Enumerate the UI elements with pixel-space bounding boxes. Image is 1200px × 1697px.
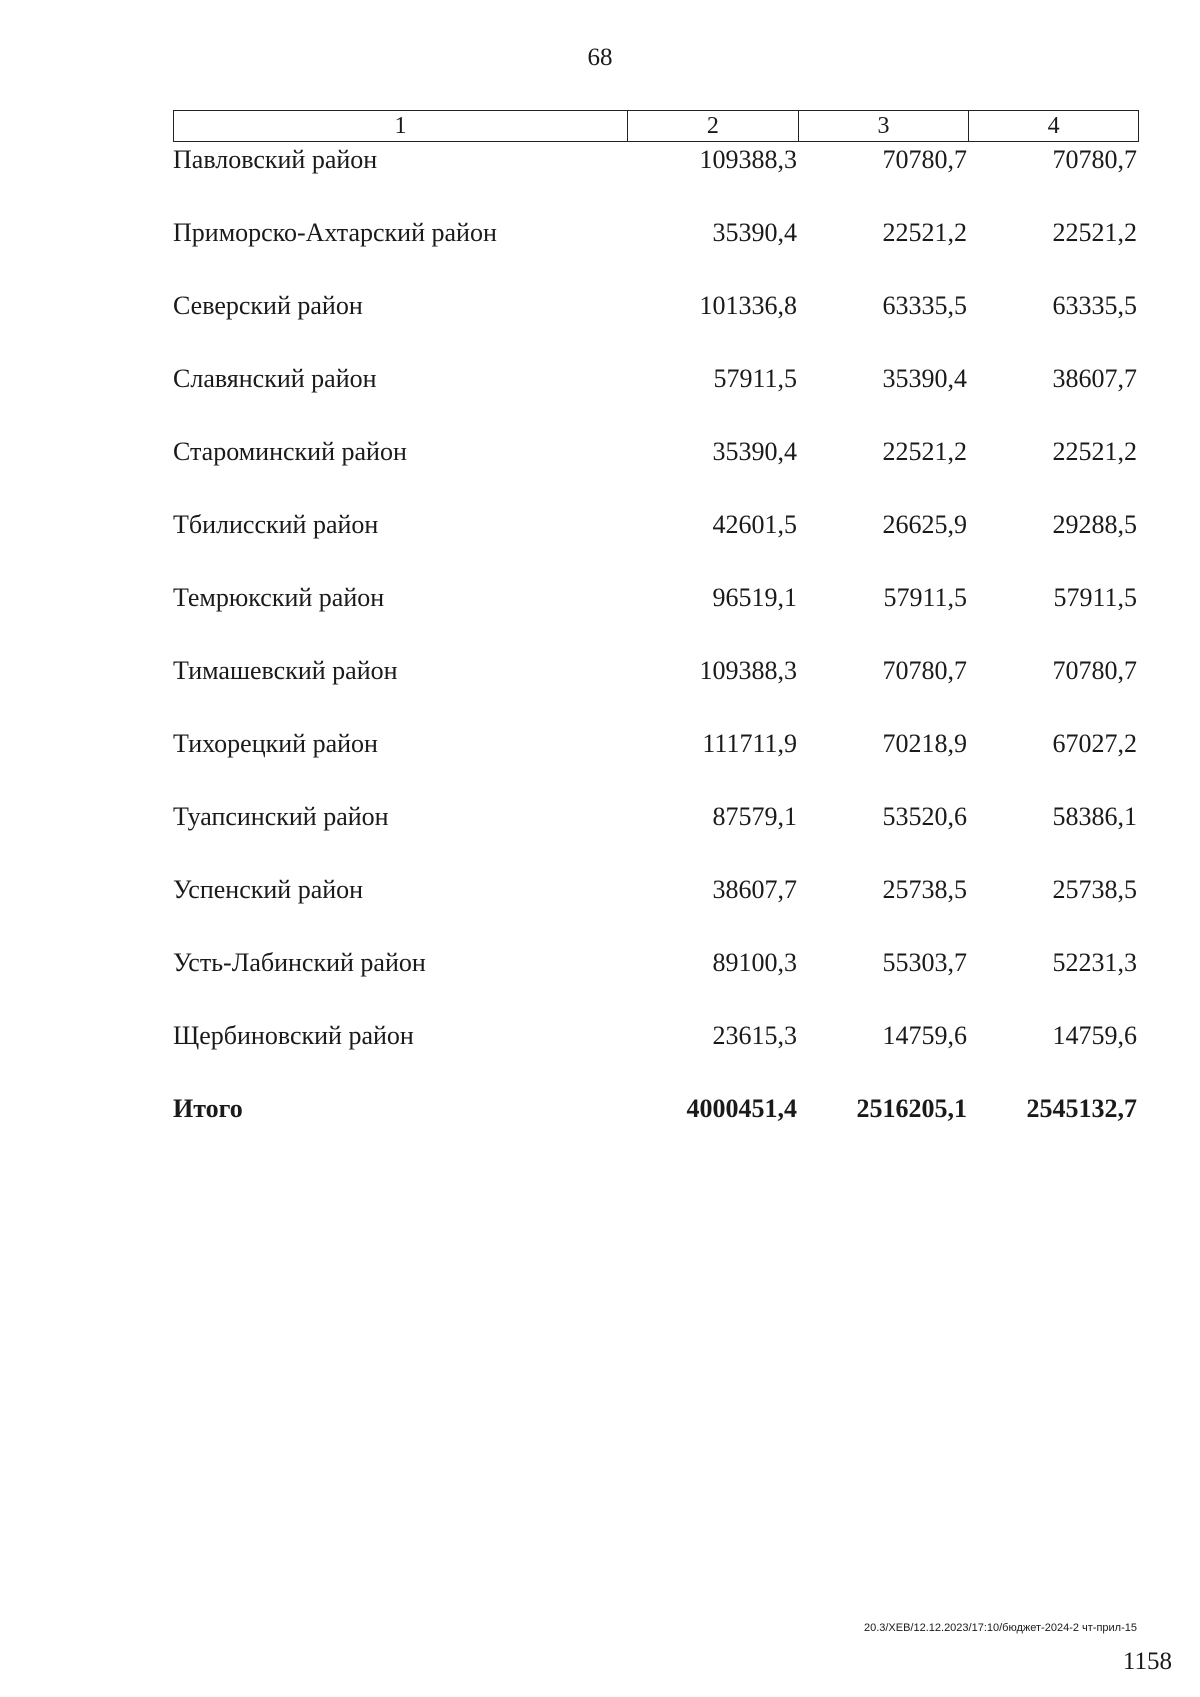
table-row <box>0 656 1200 729</box>
total-row <box>0 1094 1200 1167</box>
district-name: Успенский район <box>173 875 364 904</box>
table-row <box>0 145 1200 218</box>
value-col-2: 4000451,4 <box>686 1094 797 1123</box>
value-col-2: 101336,8 <box>699 291 797 320</box>
value-col-2: 38607,7 <box>712 875 797 904</box>
value-col-2: 111711,9 <box>702 729 797 758</box>
column-number-2: 2 <box>627 111 798 141</box>
document-code: 20.3/ХЕВ/12.12.2023/17:10/бюджет-2024-2 чт-прил-15 <box>863 1622 1137 1634</box>
value-col-4: 52231,3 <box>1052 948 1137 977</box>
value-col-3: 22521,2 <box>882 437 967 466</box>
value-col-2: 57911,5 <box>713 364 797 393</box>
table-row <box>0 437 1200 510</box>
value-col-2: 35390,4 <box>712 218 797 247</box>
value-col-4: 14759,6 <box>1052 1021 1137 1050</box>
table-row <box>0 510 1200 583</box>
value-col-4: 70780,7 <box>1052 145 1137 174</box>
value-col-4: 2545132,7 <box>1026 1094 1137 1123</box>
value-col-3: 70780,7 <box>882 145 967 174</box>
district-name: Щербиновский район <box>173 1021 414 1050</box>
table-row <box>0 802 1200 875</box>
district-name: Тихорецкий район <box>173 729 378 758</box>
value-col-4: 57911,5 <box>1053 583 1137 612</box>
value-col-3: 2516205,1 <box>856 1094 967 1123</box>
table-row <box>0 1021 1200 1094</box>
district-name: Тимашевский район <box>173 656 398 685</box>
column-number-3: 3 <box>798 111 969 141</box>
district-name: Туапсинский район <box>173 802 389 831</box>
value-col-3: 55303,7 <box>882 948 967 977</box>
value-col-2: 89100,3 <box>712 948 797 977</box>
column-number-1: 1 <box>394 112 407 139</box>
value-col-2: 109388,3 <box>699 145 797 174</box>
district-name: Славянский район <box>173 364 377 393</box>
value-col-3: 53520,6 <box>882 802 967 831</box>
table-row <box>0 948 1200 1021</box>
district-name: Темрюкский район <box>173 583 385 612</box>
value-col-4: 67027,2 <box>1052 729 1137 758</box>
value-col-2: 35390,4 <box>712 437 797 466</box>
column-number-4: 4 <box>968 111 1138 141</box>
table-row <box>0 583 1200 656</box>
value-col-3: 25738,5 <box>882 875 967 904</box>
value-col-3: 70780,7 <box>882 656 967 685</box>
page-number: 68 <box>587 44 613 71</box>
table-column-numbers <box>173 110 1139 142</box>
table-body <box>0 145 1200 1167</box>
value-col-4: 63335,5 <box>1052 291 1137 320</box>
district-name: Северский район <box>173 291 363 320</box>
value-col-4: 22521,2 <box>1052 437 1137 466</box>
table-row <box>0 218 1200 291</box>
value-col-3: 57911,5 <box>883 583 967 612</box>
district-name: Староминский район <box>173 437 407 466</box>
value-col-4: 22521,2 <box>1052 218 1137 247</box>
district-name: Тбилисский район <box>173 510 379 539</box>
table-row <box>0 875 1200 948</box>
value-col-4: 70780,7 <box>1052 656 1137 685</box>
value-col-2: 109388,3 <box>699 656 797 685</box>
value-col-4: 29288,5 <box>1052 510 1137 539</box>
district-name: Усть-Лабинский район <box>173 948 426 977</box>
sheet-number: 1158 <box>1122 1648 1172 1675</box>
value-col-3: 26625,9 <box>882 510 967 539</box>
value-col-4: 25738,5 <box>1052 875 1137 904</box>
value-col-3: 63335,5 <box>882 291 967 320</box>
value-col-3: 22521,2 <box>882 218 967 247</box>
value-col-2: 42601,5 <box>712 510 797 539</box>
table-row <box>0 291 1200 364</box>
district-name: Павловский район <box>173 145 378 174</box>
value-col-2: 23615,3 <box>712 1021 797 1050</box>
table-row <box>0 364 1200 437</box>
district-name: Приморско-Ахтарский район <box>173 218 497 247</box>
value-col-3: 14759,6 <box>882 1021 967 1050</box>
value-col-2: 87579,1 <box>712 802 797 831</box>
value-col-2: 96519,1 <box>712 583 797 612</box>
table-row <box>0 729 1200 802</box>
value-col-4: 58386,1 <box>1052 802 1137 831</box>
district-name: Итого <box>173 1094 243 1123</box>
value-col-3: 70218,9 <box>882 729 967 758</box>
value-col-3: 35390,4 <box>882 364 967 393</box>
value-col-4: 38607,7 <box>1052 364 1137 393</box>
